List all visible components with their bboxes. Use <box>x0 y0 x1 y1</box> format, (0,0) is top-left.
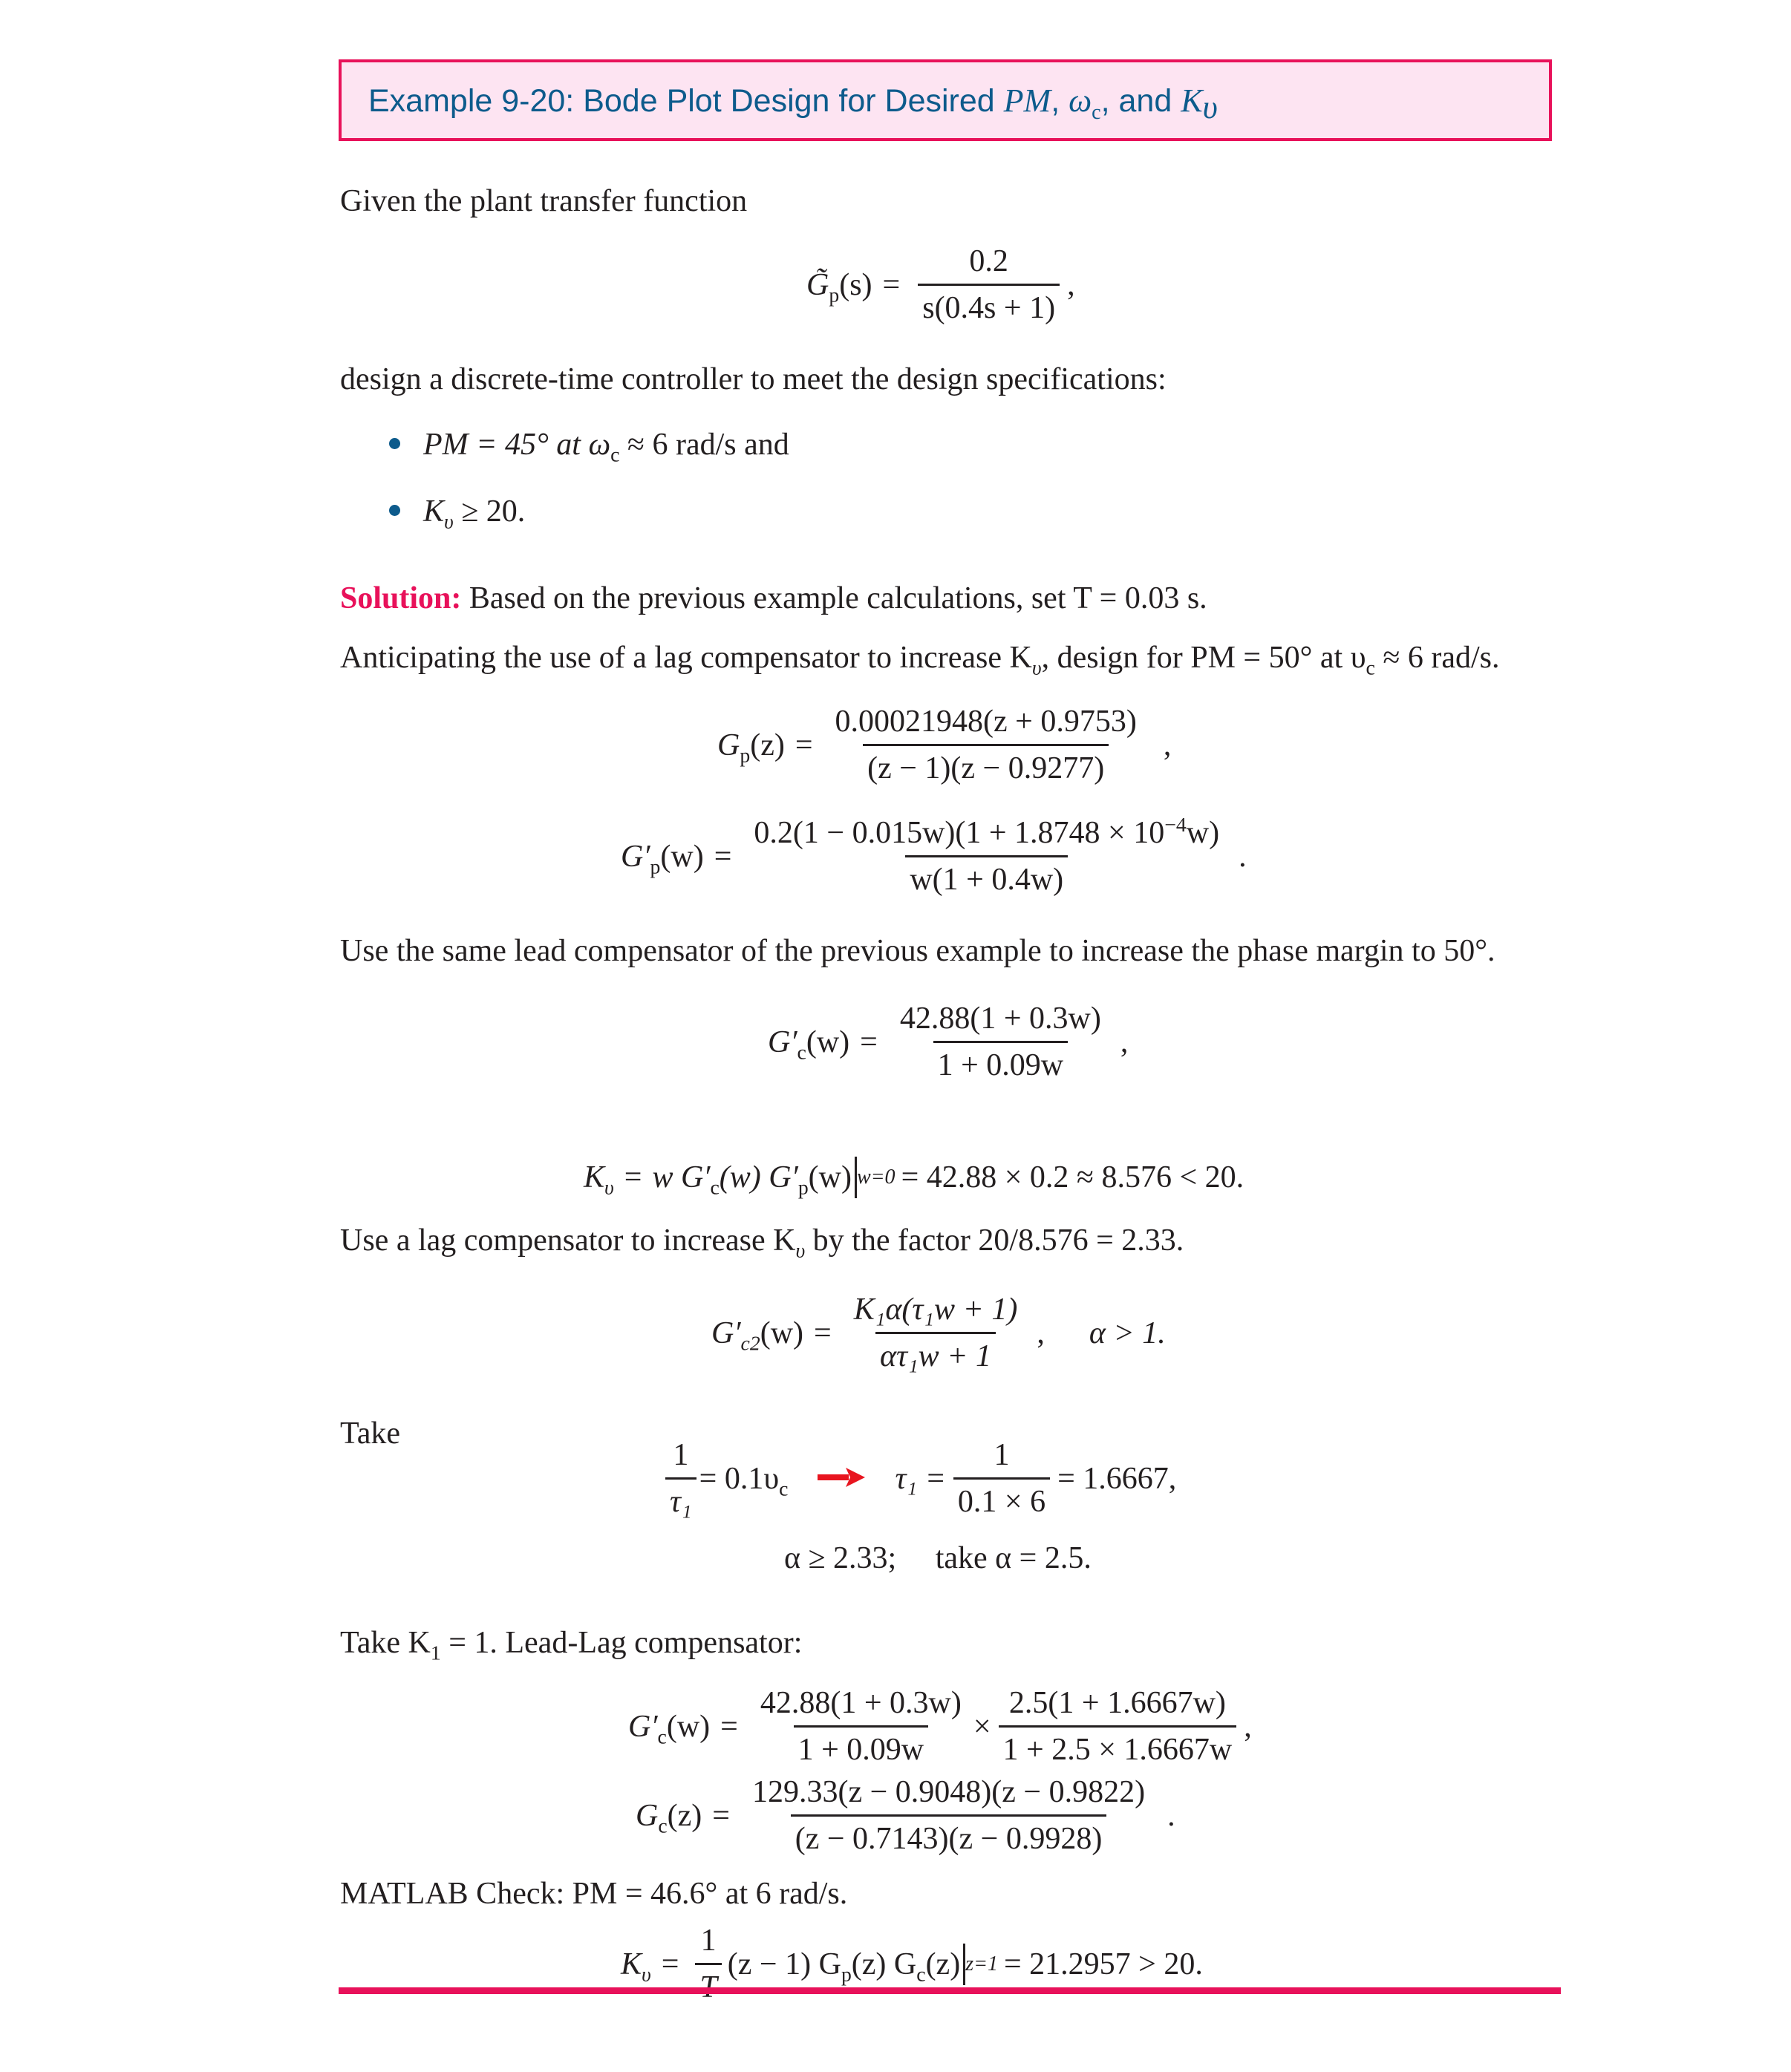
eq-lhs: G′ <box>768 1024 797 1059</box>
numerator: 129.33(z − 0.9048)(z − 0.9822) <box>751 1775 1146 1809</box>
denominator <box>695 1963 721 2005</box>
equals-sign: = <box>624 1160 642 1194</box>
eq-lhs-sub: υ <box>642 1962 651 1986</box>
numerator: 1 <box>994 1438 1010 1472</box>
text: Use a lag compensator to increase K <box>340 1223 796 1258</box>
title-sep: , and <box>1100 82 1181 119</box>
numerator-part: 0.2(1 − 0.015w)(1 + 1.8748 × 10 <box>754 816 1165 850</box>
spec-rest: ≈ 6 rad/s and <box>619 428 789 462</box>
text: Anticipating the use of a lag compensator to increase K <box>340 641 1032 675</box>
spec-sub: c <box>610 442 620 466</box>
fraction <box>953 1437 1050 1520</box>
matlab-check: MATLAB Check: PM = 46.6° at 6 rad/s. <box>340 1877 848 1911</box>
example-title-box <box>339 59 1552 141</box>
fraction <box>748 1774 1149 1857</box>
sub: 1 <box>430 1641 441 1664</box>
eq-lhs: K <box>621 1947 642 1981</box>
denominator: 1 + 2.5 × 1.6667w <box>999 1725 1237 1768</box>
fraction <box>749 812 1224 898</box>
eq-arg: (z) <box>667 1798 702 1833</box>
title-k-sub: υ <box>1202 89 1218 126</box>
eq-lhs: G <box>717 728 740 762</box>
denominator: τ₁ <box>665 1477 696 1520</box>
equals-sign: = <box>714 839 732 874</box>
eq-arg: (w) <box>660 839 704 874</box>
punctuation: , <box>1120 1024 1129 1059</box>
fraction <box>849 1292 1022 1374</box>
eq-lhs: G <box>636 1798 659 1833</box>
denominator: 0.1 × 6 <box>953 1477 1050 1520</box>
title-prefix: Example 9-20: Bode Plot Design for Desired <box>368 82 1004 119</box>
evaluation-point: z=1 <box>965 1952 998 1975</box>
spec-item <box>423 428 789 466</box>
bottom-divider <box>339 1987 1561 1994</box>
gc-z-equation <box>636 1774 1175 1857</box>
sub: υ <box>1031 656 1042 679</box>
eq-lhs-sub: υ <box>604 1175 614 1199</box>
plant-transfer-function <box>806 244 1075 326</box>
equals-sign: = <box>795 728 813 762</box>
eq-lhs-sub: c <box>797 1040 806 1064</box>
eq-lhs-sub: c <box>657 1725 667 1748</box>
equals-sign: = <box>860 1024 878 1059</box>
lag-text <box>340 1223 1184 1262</box>
spec-item <box>423 494 526 533</box>
tau-lhs: τ₁ = <box>895 1461 946 1496</box>
punctuation: . <box>1239 839 1247 874</box>
expr-sub: c <box>916 1962 926 1986</box>
text: , design for PM = 50° at υ <box>1041 641 1366 675</box>
denominator: ατ₁w + 1 <box>875 1332 996 1374</box>
gp-w-equation <box>621 812 1247 898</box>
equals-sign: = <box>712 1798 730 1833</box>
solution-line-2 <box>340 641 1500 679</box>
numerator: 42.88(1 + 0.3w) <box>899 1001 1101 1036</box>
expr: (z) <box>925 1947 961 1981</box>
expr: (w) <box>808 1160 852 1194</box>
right-arrow-icon <box>818 1461 865 1497</box>
eq-lhs-sub: c <box>658 1814 668 1837</box>
lead-text: Use the same lead compensator of the previous example to increase the phase margin to 50°. <box>340 934 1495 968</box>
numerator: 1 <box>673 1438 689 1472</box>
title-omega-sub: c <box>1092 100 1101 124</box>
spec-sub: υ <box>444 509 454 533</box>
gc2-w-equation <box>711 1292 1166 1374</box>
equals-sign: = <box>882 267 901 302</box>
lead-lag-equation <box>628 1685 1252 1768</box>
punctuation: , <box>1163 728 1172 762</box>
text: Take K <box>340 1626 431 1660</box>
sub: υ <box>795 1238 806 1262</box>
solution-label: Solution: <box>340 581 462 615</box>
exponent: −4 <box>1164 812 1187 836</box>
title-k: K <box>1181 82 1203 119</box>
spec-rest: ≥ 20. <box>453 494 526 529</box>
expr-sub: p <box>841 1962 852 1986</box>
fraction <box>831 704 1141 786</box>
alpha-line <box>784 1543 1092 1574</box>
eq-arg: (w) <box>760 1316 804 1350</box>
rhs-sub: c <box>779 1477 789 1500</box>
eq-lhs-sub: p <box>829 283 840 307</box>
eq-lhs-sub: p <box>650 854 661 878</box>
result: = 21.2957 > 20. <box>1003 1947 1203 1981</box>
gc-w-equation <box>768 1001 1128 1083</box>
fraction <box>756 1685 966 1768</box>
expr-sub: c <box>710 1175 720 1199</box>
bullet-icon <box>389 505 400 516</box>
eq-lhs: G′ <box>711 1316 741 1350</box>
punctuation: , <box>1037 1316 1045 1350</box>
text: ≈ 6 rad/s. <box>1374 641 1500 675</box>
spec-text: PM = 45° at ω <box>423 428 611 462</box>
alpha-text: α ≥ 2.33; take α = 2.5. <box>784 1541 1092 1575</box>
expr: (z − 1) G <box>727 1947 841 1981</box>
sub: c <box>1366 656 1375 679</box>
eq-lhs-sub: p <box>740 743 751 767</box>
expr: (w) G′ <box>719 1160 798 1194</box>
solution-line <box>340 583 1207 614</box>
eq-lhs: G′ <box>628 1709 658 1744</box>
evaluation-bar <box>963 1944 965 1985</box>
eq-arg: (w) <box>666 1709 711 1744</box>
result: = 42.88 × 0.2 ≈ 8.576 < 20. <box>901 1160 1244 1194</box>
fraction <box>896 1001 1106 1083</box>
expr-sub: p <box>797 1175 809 1199</box>
equals-sign: = <box>661 1947 679 1981</box>
title-omega: ω <box>1069 82 1092 119</box>
numerator: 1 <box>700 1924 717 1958</box>
fraction <box>999 1685 1237 1768</box>
eq-lhs: G̃ <box>806 267 829 302</box>
take-label: Take <box>340 1416 401 1451</box>
numerator: 2.5(1 + 1.6667w) <box>1008 1686 1226 1720</box>
numerator: 42.88(1 + 0.3w) <box>760 1686 962 1720</box>
denominator: (z − 1)(z − 0.9277) <box>863 744 1109 786</box>
kv-equation-1 <box>584 1157 1244 1198</box>
numerator <box>749 812 1224 855</box>
numerator: 0.00021948(z + 0.9753) <box>835 705 1137 739</box>
text: = 1. Lead-Lag compensator: <box>440 1626 803 1660</box>
equals-sign: = <box>814 1316 832 1350</box>
times-sign: × <box>973 1709 991 1744</box>
title-pm: PM <box>1003 82 1051 119</box>
fraction <box>918 244 1060 326</box>
denominator: 1 + 0.09w <box>933 1041 1069 1083</box>
numerator-part: w) <box>1186 816 1220 850</box>
punctuation: , <box>1067 267 1075 302</box>
take-k1-line <box>340 1626 803 1664</box>
eq-lhs: G′ <box>621 839 650 874</box>
example-title <box>368 82 1218 126</box>
evaluation-point: w=0 <box>856 1166 896 1189</box>
denominator: 1 + 0.09w <box>794 1725 929 1768</box>
expr: w G′ <box>652 1160 711 1194</box>
denominator: w(1 + 0.4w) <box>905 855 1068 898</box>
title-sep: , <box>1051 82 1069 119</box>
punctuation: , <box>1244 1709 1252 1744</box>
tau-equation <box>662 1437 1176 1520</box>
equals-sign: = <box>720 1709 738 1744</box>
eq-arg: (s) <box>839 267 872 302</box>
numerator: K₁α(τ₁w + 1) <box>853 1292 1018 1327</box>
spec-text: K <box>423 494 445 529</box>
punctuation: . <box>1167 1798 1175 1833</box>
condition: α > 1. <box>1089 1316 1166 1350</box>
eq-lhs-sub: c2 <box>740 1331 760 1355</box>
numerator: 0.2 <box>969 244 1008 278</box>
gp-z-equation <box>717 704 1171 786</box>
specs-intro: design a discrete-time controller to meet the design specifications: <box>340 362 1167 396</box>
denominator: (z − 0.7143)(z − 0.9928) <box>791 1814 1107 1857</box>
denominator: s(0.4s + 1) <box>918 284 1060 326</box>
evaluation-bar <box>855 1157 857 1198</box>
bullet-icon <box>389 438 400 449</box>
text: by the factor 20/8.576 = 2.33. <box>805 1223 1184 1258</box>
eq-lhs: K <box>584 1160 605 1194</box>
eq-arg: (z) <box>750 728 785 762</box>
fraction <box>665 1437 696 1520</box>
solution-text: Based on the previous example calculations, set T = 0.03 s. <box>461 581 1207 615</box>
rhs: = 0.1υ <box>699 1461 780 1496</box>
eq-arg: (w) <box>806 1024 850 1059</box>
intro-text: Given the plant transfer function <box>340 184 748 218</box>
result: = 1.6667, <box>1057 1461 1177 1496</box>
expr: (z) G <box>851 1947 917 1981</box>
